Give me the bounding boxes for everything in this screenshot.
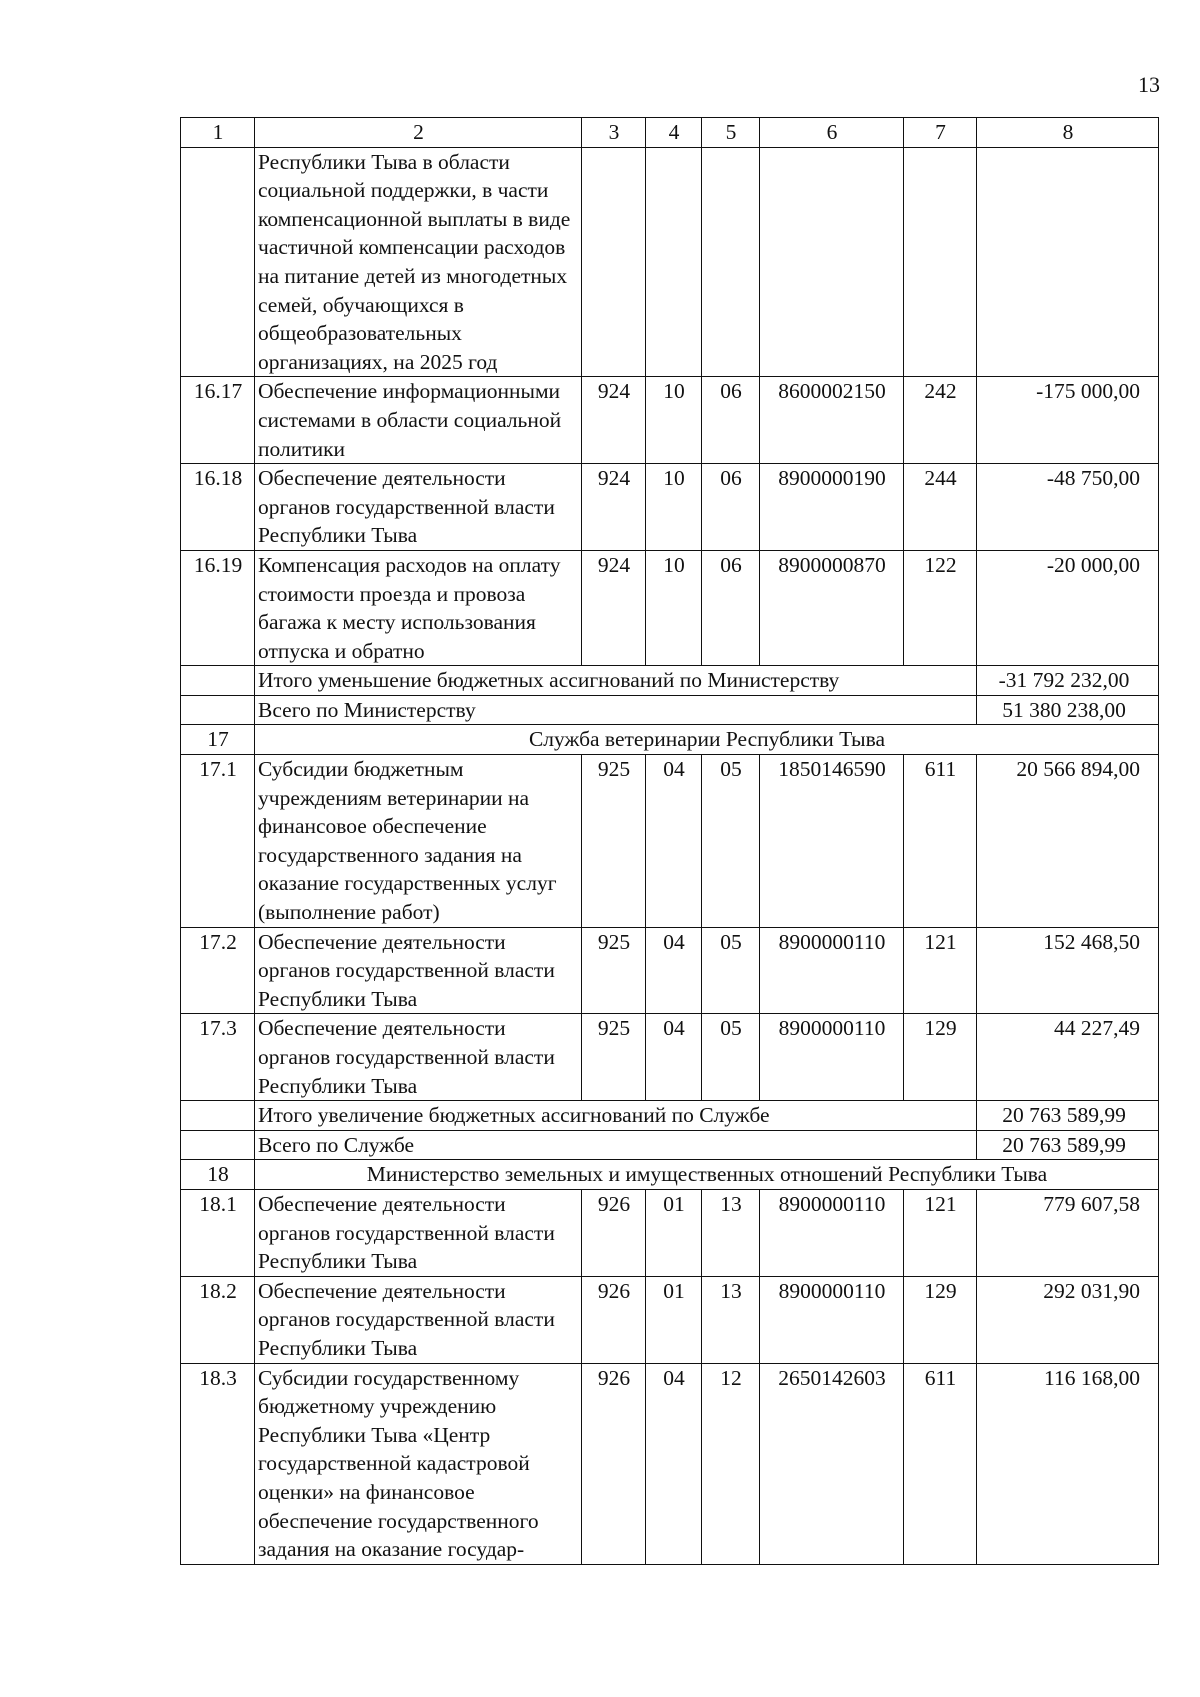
ministry-code-cell: [582, 147, 646, 377]
subsection-code-cell: 06: [702, 550, 760, 665]
subsection-code-cell: 05: [702, 755, 760, 928]
target-article-cell: 8600002150: [760, 377, 904, 464]
section-title-cell: Министерство земельных и имущественных отношений Республики Тыва: [255, 1160, 1159, 1190]
subsection-code-cell: 06: [702, 377, 760, 464]
ministry-code-cell: 924: [582, 550, 646, 665]
total-label-cell: Всего по Министерству: [255, 695, 977, 725]
target-article-cell: 8900000110: [760, 1189, 904, 1276]
total-amount-cell: 20 763 589,99: [977, 1130, 1159, 1160]
table-row: [181, 1189, 1159, 1276]
header-cell-5: 5: [702, 118, 760, 148]
expense-type-cell: 242: [904, 377, 977, 464]
table-row: [181, 147, 1159, 377]
amount-cell: 116 168,00: [977, 1363, 1159, 1564]
subsection-code-cell: 13: [702, 1189, 760, 1276]
total-row: [181, 666, 1159, 696]
header-cell-2: 2: [255, 118, 582, 148]
header-cell-3: 3: [582, 118, 646, 148]
total-amount-cell: 20 763 589,99: [977, 1101, 1159, 1131]
target-article-cell: [760, 147, 904, 377]
row-description-cell: Субсидии государственному бюджетному учреждению Республики Тыва «Центр государственной кадастровой оценки» на финансовое обеспечение государственного задания на оказание государ-: [255, 1363, 582, 1564]
section-code-cell: 10: [646, 550, 702, 665]
row-number-cell: 17.2: [181, 927, 255, 1014]
row-number-cell: 17.1: [181, 755, 255, 928]
section-header-row: [181, 1160, 1159, 1190]
section-code-cell: 01: [646, 1276, 702, 1363]
amount-cell: 292 031,90: [977, 1276, 1159, 1363]
section-code-cell: [646, 147, 702, 377]
table-row: [181, 927, 1159, 1014]
target-article-cell: 8900000110: [760, 1276, 904, 1363]
ministry-code-cell: 926: [582, 1276, 646, 1363]
expense-type-cell: 121: [904, 927, 977, 1014]
table-row: [181, 1014, 1159, 1101]
expense-type-cell: 129: [904, 1014, 977, 1101]
target-article-cell: 1850146590: [760, 755, 904, 928]
target-article-cell: 8900000110: [760, 1014, 904, 1101]
section-code-cell: 04: [646, 1014, 702, 1101]
row-number-cell: 17.3: [181, 1014, 255, 1101]
page-number: 13: [1138, 72, 1160, 97]
row-number-cell: [181, 695, 255, 725]
expense-type-cell: [904, 147, 977, 377]
subsection-code-cell: [702, 147, 760, 377]
ministry-code-cell: 925: [582, 755, 646, 928]
total-row: [181, 1101, 1159, 1131]
section-code-cell: 10: [646, 464, 702, 551]
expense-type-cell: 121: [904, 1189, 977, 1276]
row-description-cell: Субсидии бюджетным учреждениям ветеринарии на финансовое обеспечение государственного задания на оказание государственных услуг (выполнение работ): [255, 755, 582, 928]
row-description-cell: Обеспечение деятельности органов государственной власти Республики Тыва: [255, 464, 582, 551]
section-code-cell: 10: [646, 377, 702, 464]
row-number-cell: [181, 666, 255, 696]
section-code-cell: 04: [646, 755, 702, 928]
table-row: [181, 377, 1159, 464]
subsection-code-cell: 06: [702, 464, 760, 551]
header-cell-7: 7: [904, 118, 977, 148]
total-amount-cell: -31 792 232,00: [977, 666, 1159, 696]
ministry-code-cell: 926: [582, 1189, 646, 1276]
amount-cell: [977, 147, 1159, 377]
subsection-code-cell: 12: [702, 1363, 760, 1564]
section-header-row: [181, 725, 1159, 755]
total-row: [181, 695, 1159, 725]
expense-type-cell: 122: [904, 550, 977, 665]
row-number-cell: 18.1: [181, 1189, 255, 1276]
section-title-cell: Служба ветеринарии Республики Тыва: [255, 725, 1159, 755]
table-row: [181, 755, 1159, 928]
subsection-code-cell: 13: [702, 1276, 760, 1363]
table-row: [181, 1363, 1159, 1564]
ministry-code-cell: 924: [582, 377, 646, 464]
ministry-code-cell: 924: [582, 464, 646, 551]
target-article-cell: 2650142603: [760, 1363, 904, 1564]
amount-cell: -20 000,00: [977, 550, 1159, 665]
expense-type-cell: 611: [904, 755, 977, 928]
ministry-code-cell: 926: [582, 1363, 646, 1564]
amount-cell: 44 227,49: [977, 1014, 1159, 1101]
total-label-cell: Всего по Службе: [255, 1130, 977, 1160]
subsection-code-cell: 05: [702, 1014, 760, 1101]
row-number-cell: [181, 1130, 255, 1160]
row-description-cell: Обеспечение деятельности органов государственной власти Республики Тыва: [255, 1014, 582, 1101]
header-cell-6: 6: [760, 118, 904, 148]
table-body: [181, 118, 1159, 1565]
row-number-cell: [181, 147, 255, 377]
row-number-cell: 16.19: [181, 550, 255, 665]
amount-cell: 152 468,50: [977, 927, 1159, 1014]
row-description-cell: Обеспечение деятельности органов государственной власти Республики Тыва: [255, 927, 582, 1014]
row-description-cell: Республики Тыва в области социальной поддержки, в части компенсационной выплаты в виде частичной компенсации расходов на питание детей из многодетных семей, обучающихся в общеобразовательных организациях, на 2025 год: [255, 147, 582, 377]
table-row: [181, 464, 1159, 551]
header-row: [181, 118, 1159, 148]
target-article-cell: 8900000110: [760, 927, 904, 1014]
section-code-cell: 01: [646, 1189, 702, 1276]
row-number-cell: 16.17: [181, 377, 255, 464]
table-row: [181, 1276, 1159, 1363]
row-description-cell: Обеспечение деятельности органов государственной власти Республики Тыва: [255, 1189, 582, 1276]
ministry-code-cell: 925: [582, 927, 646, 1014]
target-article-cell: 8900000870: [760, 550, 904, 665]
section-code-cell: 04: [646, 927, 702, 1014]
total-label-cell: Итого увеличение бюджетных ассигнований по Службе: [255, 1101, 977, 1131]
expense-type-cell: 129: [904, 1276, 977, 1363]
header-cell-4: 4: [646, 118, 702, 148]
ministry-code-cell: 925: [582, 1014, 646, 1101]
header-cell-8: 8: [977, 118, 1159, 148]
row-description-cell: Компенсация расходов на оплату стоимости проезда и провоза багажа к месту использования отпуска и обратно: [255, 550, 582, 665]
expense-type-cell: 244: [904, 464, 977, 551]
expense-type-cell: 611: [904, 1363, 977, 1564]
amount-cell: -48 750,00: [977, 464, 1159, 551]
amount-cell: 20 566 894,00: [977, 755, 1159, 928]
header-cell-1: 1: [181, 118, 255, 148]
row-number-cell: 18.3: [181, 1363, 255, 1564]
amount-cell: -175 000,00: [977, 377, 1159, 464]
row-description-cell: Обеспечение деятельности органов государственной власти Республики Тыва: [255, 1276, 582, 1363]
total-amount-cell: 51 380 238,00: [977, 695, 1159, 725]
row-number-cell: 18.2: [181, 1276, 255, 1363]
row-number-cell: 16.18: [181, 464, 255, 551]
section-number-cell: 17: [181, 725, 255, 755]
row-description-cell: Обеспечение информационными системами в области социальной политики: [255, 377, 582, 464]
section-code-cell: 04: [646, 1363, 702, 1564]
total-label-cell: Итого уменьшение бюджетных ассигнований по Министерству: [255, 666, 977, 696]
total-row: [181, 1130, 1159, 1160]
row-number-cell: [181, 1101, 255, 1131]
amount-cell: 779 607,58: [977, 1189, 1159, 1276]
section-number-cell: 18: [181, 1160, 255, 1190]
budget-table: [180, 117, 1159, 1565]
target-article-cell: 8900000190: [760, 464, 904, 551]
subsection-code-cell: 05: [702, 927, 760, 1014]
table-row: [181, 550, 1159, 665]
